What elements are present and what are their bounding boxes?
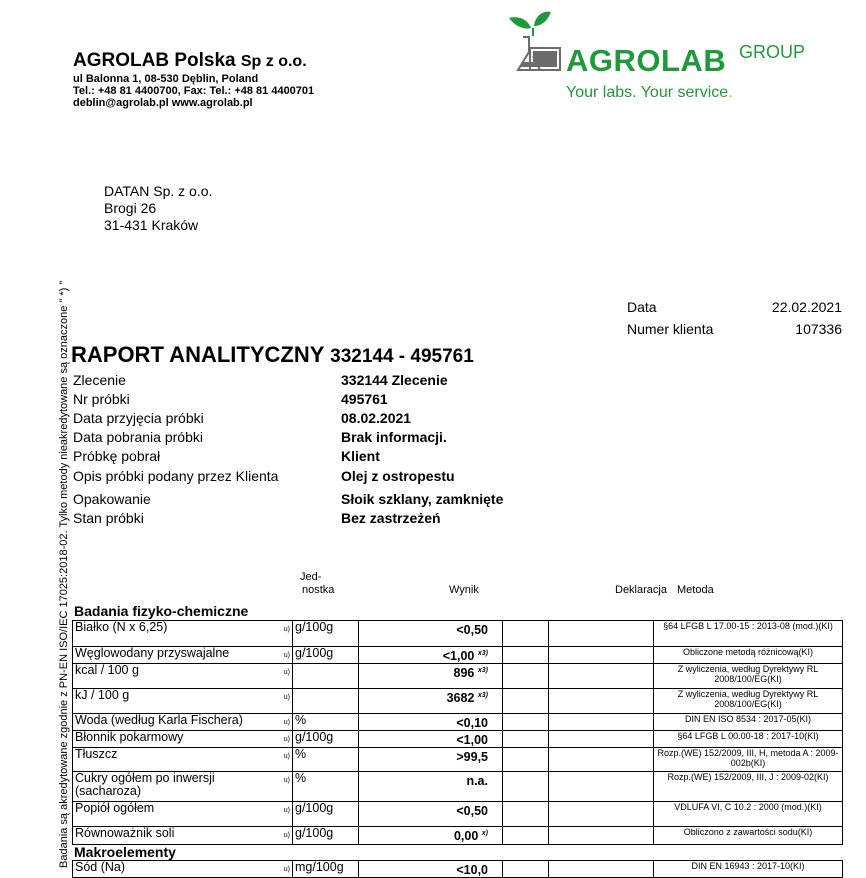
table-row xyxy=(73,689,843,714)
empty-cell xyxy=(503,827,549,844)
method: VDLUFA VI, C 10.2 : 2000 (mod.)(KI) xyxy=(654,802,843,827)
empty-cell xyxy=(503,664,549,689)
empty-cell xyxy=(503,748,549,772)
declaration-cell xyxy=(549,714,654,731)
method: Z wyliczenia, według Dyrektywy RL 2008/100/EG(KI) xyxy=(654,689,843,714)
declaration-cell xyxy=(549,647,654,664)
accreditation-mark: u) xyxy=(278,647,293,664)
unit: g/100g xyxy=(293,621,359,647)
unit xyxy=(293,664,359,689)
result-number: <1,00 xyxy=(456,733,488,748)
recipient-city: 31-431 Kraków xyxy=(104,217,199,233)
date-label: Data xyxy=(627,299,657,315)
declaration-cell xyxy=(549,664,654,689)
accreditation-mark: u) xyxy=(278,861,293,878)
analyte-name: Cukry ogółem po inwersji (sacharoza) xyxy=(73,772,278,802)
table-row xyxy=(73,772,843,802)
accreditation-mark: u) xyxy=(278,621,293,647)
result-value xyxy=(359,772,503,802)
logo-wordmark: AGROLAB xyxy=(566,43,727,78)
logo-tagline-dot: . xyxy=(728,84,733,101)
declaration-cell xyxy=(549,772,654,802)
column-unit-line1: Jed- xyxy=(300,571,322,583)
analyte-name: Węglowodany przyswajalne xyxy=(73,647,278,664)
empty-cell xyxy=(503,861,549,878)
result-number: <1,00 xyxy=(442,649,475,664)
info-value: 08.02.2021 xyxy=(341,410,412,426)
declaration-cell xyxy=(549,689,654,714)
table-row xyxy=(73,731,843,748)
info-label: Data pobrania próbki xyxy=(73,429,203,445)
accreditation-mark: u) xyxy=(278,731,293,748)
column-declaration: Deklaracja xyxy=(615,584,667,596)
analyte-name: Równoważnik soli xyxy=(73,827,278,844)
info-value: Olej z ostropestu xyxy=(341,468,455,484)
unit: % xyxy=(293,748,359,772)
recipient-street: Brogi 26 xyxy=(104,200,157,216)
result-value xyxy=(359,664,503,689)
method: DIN EN ISO 8534 : 2017-05(KI) xyxy=(654,714,843,731)
empty-cell xyxy=(503,802,549,827)
column-result: Wynik xyxy=(449,584,479,596)
table-row xyxy=(73,714,843,731)
unit: g/100g xyxy=(293,731,359,748)
recipient-name: DATAN Sp. z o.o. xyxy=(104,183,213,199)
result-value xyxy=(359,714,503,731)
unit xyxy=(293,689,359,714)
empty-cell xyxy=(503,647,549,664)
analyte-name: Woda (według Karla Fischera) xyxy=(73,714,278,731)
empty-cell xyxy=(503,772,549,802)
result-number: <10,0 xyxy=(456,863,488,878)
result-number: 3682 xyxy=(446,691,475,706)
declaration-cell xyxy=(549,802,654,827)
company-contact: deblin@agrolab.pl www.agrolab.pl xyxy=(73,97,253,109)
table-row xyxy=(73,802,843,827)
date-value: 22.02.2021 xyxy=(771,299,842,315)
analyte-name: kJ / 100 g xyxy=(73,689,278,714)
declaration-cell xyxy=(549,861,654,878)
analyte-name: Błonnik pokarmowy xyxy=(73,731,278,748)
report-title xyxy=(71,342,474,368)
info-value: 332144 Zlecenie xyxy=(341,372,448,388)
logo-tagline xyxy=(566,84,733,102)
info-value: Bez zastrzeżeń xyxy=(341,510,441,526)
table-row xyxy=(73,621,843,647)
info-label: Stan próbki xyxy=(73,510,144,526)
analyte-name: Sód (Na) xyxy=(73,861,278,878)
table-row xyxy=(73,647,843,664)
declaration-cell xyxy=(549,731,654,748)
empty-cell xyxy=(503,731,549,748)
method: DIN EN 16943 : 2017-10(KI) xyxy=(654,861,843,878)
declaration-cell xyxy=(549,827,654,844)
unit: mg/100g xyxy=(293,861,359,878)
empty-cell xyxy=(503,689,549,714)
info-value: Brak informacji. xyxy=(341,429,447,445)
result-footnote: x3) xyxy=(477,650,488,657)
report-title-text: RAPORT ANALITYCZNY xyxy=(71,342,324,367)
method: §64 LFGB L 00.00-18 : 2017-10(KI) xyxy=(654,731,843,748)
results-table xyxy=(72,620,843,845)
accreditation-mark: u) xyxy=(278,664,293,689)
result-number: <0,10 xyxy=(456,716,488,731)
unit: % xyxy=(293,772,359,802)
table-row xyxy=(73,664,843,689)
result-value xyxy=(359,861,503,878)
result-number: <0,50 xyxy=(456,804,488,819)
company-phone: Tel.: +48 81 4400700, Fax: Tel.: +48 81 4400701 xyxy=(73,85,315,97)
accreditation-mark: u) xyxy=(278,802,293,827)
client-number-label: Numer klienta xyxy=(627,321,714,337)
result-value xyxy=(359,731,503,748)
info-label: Opakowanie xyxy=(73,491,151,507)
result-footnote: x3) xyxy=(477,692,488,700)
result-value xyxy=(359,689,503,714)
result-value xyxy=(359,621,503,647)
report-number: 332144 - 495761 xyxy=(330,346,474,367)
method: Rozp.(WE) 152/2009, III, H, metoda A : 2009-002b(KI) xyxy=(654,748,843,772)
declaration-cell xyxy=(549,621,654,647)
analyte-name: Białko (N x 6,25) xyxy=(73,621,278,647)
accreditation-mark: u) xyxy=(278,714,293,731)
table-row xyxy=(73,827,843,844)
empty-cell xyxy=(503,714,549,731)
info-value: 495761 xyxy=(341,391,388,407)
logo-tagline-text: Your labs. Your service xyxy=(566,84,729,101)
method: Obliczone metodą różnicową(KI) xyxy=(654,647,843,664)
section-physico-chemical: Badania fizyko-chemiczne xyxy=(74,603,249,619)
table-row xyxy=(73,748,843,772)
macroelements-table xyxy=(72,860,843,878)
info-label: Data przyjęcia próbki xyxy=(73,410,204,426)
accreditation-mark: u) xyxy=(278,689,293,714)
result-number: 0,00 xyxy=(453,829,479,844)
company-main: AGROLAB Polska xyxy=(73,50,236,71)
column-unit-line2: nostka xyxy=(302,584,335,596)
analyte-name: Popiół ogółem xyxy=(73,802,278,827)
result-value xyxy=(359,827,503,844)
info-value: Klient xyxy=(341,448,380,464)
info-label: Nr próbki xyxy=(73,391,130,407)
empty-cell xyxy=(503,621,549,647)
result-number: n.a. xyxy=(466,774,488,789)
result-number: 896 xyxy=(453,666,475,681)
result-footnote: x) xyxy=(481,830,488,838)
unit: g/100g xyxy=(293,827,359,844)
client-number-value: 107336 xyxy=(795,321,842,337)
logo-group: GROUP xyxy=(739,42,806,62)
info-value: Słoik szklany, zamknięte xyxy=(341,491,504,507)
result-value xyxy=(359,802,503,827)
method: Z wyliczenia, według Dyrektywy RL 2008/100/EG(KI) xyxy=(654,664,843,689)
accreditation-mark: u) xyxy=(278,772,293,802)
column-method: Metoda xyxy=(677,584,714,596)
accreditation-mark: u) xyxy=(278,748,293,772)
table-row xyxy=(73,861,843,878)
analyte-name: kcal / 100 g xyxy=(73,664,278,689)
result-number: <0,50 xyxy=(456,623,488,638)
accreditation-side-note: Badania są akredytowane zgodnie z PN-EN ISO/IEC 17025:2018-02. Tylko metody nieakredytowane są oznaczone " *) " xyxy=(58,280,70,868)
flask-with-plant-logo-icon xyxy=(505,4,565,76)
method: §64 LFGB L 17.00-15 : 2013-08 (mod.)(KI) xyxy=(654,621,843,647)
result-footnote: x3) xyxy=(477,667,488,675)
result-value xyxy=(359,748,503,772)
result-number: >99,5 xyxy=(456,750,488,765)
unit: g/100g xyxy=(293,802,359,827)
accreditation-mark: u) xyxy=(278,827,293,844)
unit: % xyxy=(293,714,359,731)
company-suffix: Sp z o.o. xyxy=(240,53,307,70)
section-macroelements: Makroelementy xyxy=(74,844,176,860)
method: Rozp.(WE) 152/2009, III, J : 2009-02(KI) xyxy=(654,772,843,802)
method: Obliczono z zawartości sodu(KI) xyxy=(654,827,843,844)
analyte-name: Tłuszcz xyxy=(73,748,278,772)
result-value xyxy=(359,647,503,664)
info-label: Próbkę pobrał xyxy=(73,448,161,464)
company-address: ul Balonna 1, 08-530 Dęblin, Poland xyxy=(73,73,259,85)
info-label: Opis próbki podany przez Klienta xyxy=(73,468,279,484)
declaration-cell xyxy=(549,748,654,772)
info-label: Zlecenie xyxy=(73,372,126,388)
company-name xyxy=(73,50,307,72)
unit: g/100g xyxy=(293,647,359,664)
